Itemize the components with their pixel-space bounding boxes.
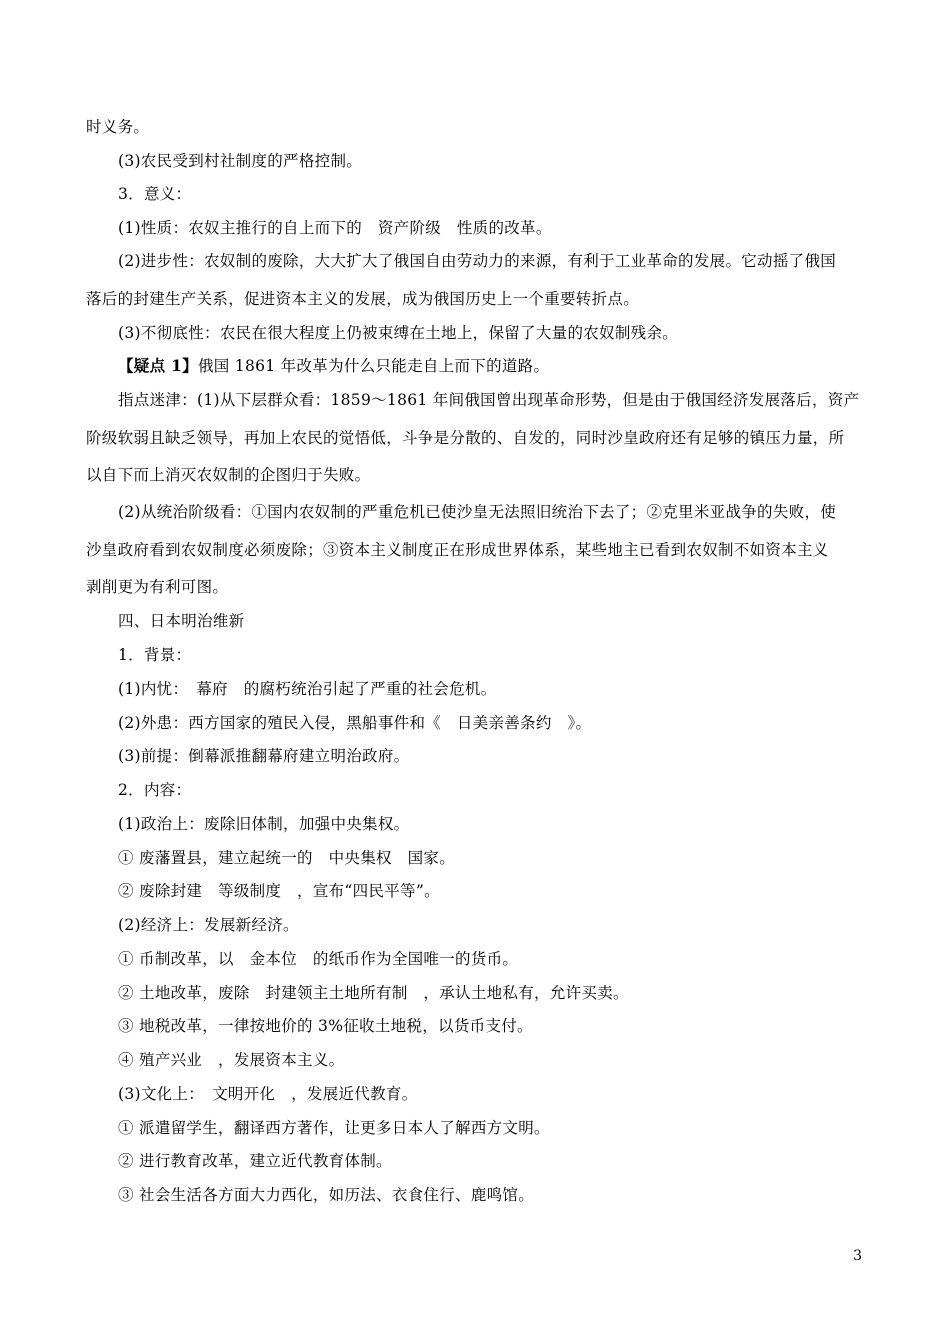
text-line: 落后的封建生产关系，促进资本主义的发展，成为俄国历史上一个重要转折点。 — [86, 290, 640, 308]
text-line: ② 废除封建 等级制度 ，宣布“四民平等”。 — [118, 882, 440, 900]
text-line: 指点迷津：(1)从下层群众看：1859～1861 年间俄国曾出现革命形势，但是由于俄国经济发展落后，资产 — [118, 391, 860, 409]
text-line: 1．背景： — [118, 646, 192, 664]
text-line: (1)性质：农奴主推行的自上而下的 资产阶级 性质的改革。 — [118, 219, 552, 237]
text-line: (3)文化上： 文明开化 ，发展近代教育。 — [118, 1085, 418, 1103]
text-line: ① 废藩置县，建立起统一的 中央集权 国家。 — [118, 849, 456, 867]
text-line: ② 进行教育改革，建立近代教育体制。 — [118, 1152, 392, 1170]
text-line: (2)外患：西方国家的殖民入侵，黑船事件和《 日美亲善条约 》。 — [118, 714, 592, 732]
text-line: (3)农民受到村社制度的严格控制。 — [118, 152, 363, 170]
text-line: 3．意义： — [118, 185, 192, 203]
doubt-line — [118, 356, 866, 376]
text-line: (3)前提：倒幕派推翻幕府建立明治政府。 — [118, 747, 410, 765]
text-line: (2)经济上：发展新经济。 — [118, 916, 299, 934]
doubt-label: 【疑点 1】 — [118, 356, 198, 375]
section-heading: 四、日本明治维新 — [118, 612, 245, 630]
page-number: 3 — [853, 1248, 862, 1264]
text-line: (1)内忧： 幕府 的腐朽统治引起了严重的社会危机。 — [118, 680, 497, 698]
text-line: 2．内容： — [118, 781, 192, 799]
text-line: 时义务。 — [86, 118, 150, 136]
text-line: 沙皇政府看到农奴制度必须废除；③资本主义制度正在形成世界体系，某些地主已看到农奴制不如资本主义 — [86, 541, 829, 559]
text-line: ④ 殖产兴业 ，发展资本主义。 — [118, 1051, 345, 1069]
doubt-question: 俄国 1861 年改革为什么只能走自上而下的道路。 — [197, 357, 550, 375]
text-line: (1)政治上：废除旧体制，加强中央集权。 — [118, 815, 410, 833]
text-line: ① 派遣留学生，翻译西方著作，让更多日本人了解西方文明。 — [118, 1119, 550, 1137]
text-line: ① 币制改革，以 金本位 的纸币作为全国唯一的货币。 — [118, 950, 519, 968]
text-line: ③ 地税改革，一律按地价的 3%征收土地税，以货币支付。 — [118, 1017, 533, 1035]
text-line: 阶级软弱且缺乏领导，再加上农民的觉悟低，斗争是分散的、自发的，同时沙皇政府还有足够的镇压力量，所 — [86, 429, 845, 447]
text-line: 剥削更为有利可图。 — [86, 578, 229, 596]
text-line: (3)不彻底性：农民在很大程度上仍被束缚在土地上，保留了大量的农奴制残余。 — [118, 324, 679, 342]
text-line: 以自下而上消灭农奴制的企图归于失败。 — [86, 466, 371, 484]
text-line: (2)进步性：农奴制的废除，大大扩大了俄国自由劳动力的来源，有利于工业革命的发展。它动摇了俄国 — [118, 252, 837, 270]
text-line: ③ 社会生活各方面大力西化，如历法、衣食住行、鹿鸣馆。 — [118, 1186, 535, 1204]
text-line: (2)从统治阶级看：①国内农奴制的严重危机已使沙皇无法照旧统治下去了；②克里米亚战争的失败，使 — [118, 503, 837, 521]
text-line: ② 土地改革，废除 封建领主土地所有制 ，承认土地私有，允许买卖。 — [118, 984, 629, 1002]
